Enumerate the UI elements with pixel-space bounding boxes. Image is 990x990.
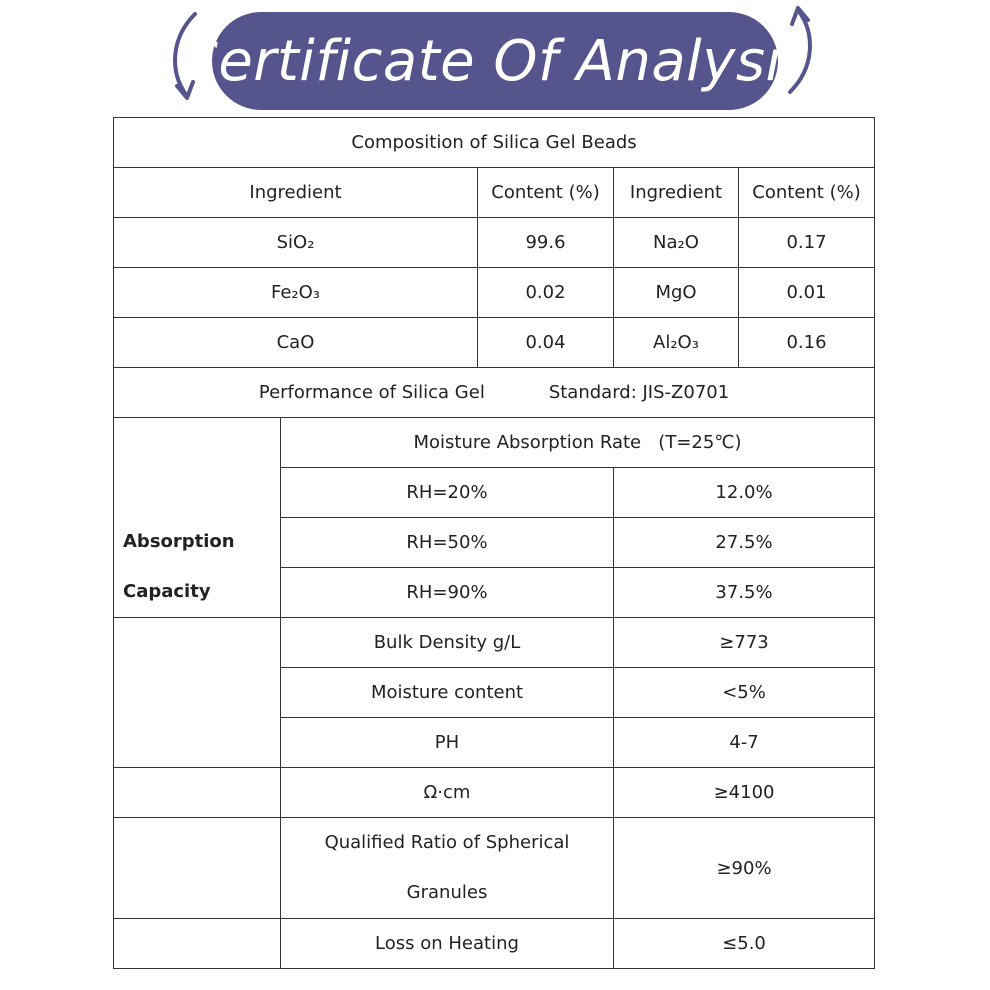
content-cell: 0.17 [739, 218, 875, 268]
property-value-cell: ≥773 [614, 618, 875, 668]
page-title: Certificate Of Analysis [178, 28, 812, 94]
ingredient-cell: MgO [614, 268, 739, 318]
rh-cell: RH=90% [281, 568, 614, 618]
performance-title-row [114, 368, 875, 418]
moisture-temperature: (T=25℃) [658, 432, 742, 453]
composition-title: Composition of Silica Gel Beads [114, 118, 875, 168]
performance-standard: Standard: JIS-Z0701 [548, 382, 730, 403]
blank-label-cell [114, 818, 281, 919]
moisture-title-cell [281, 418, 875, 468]
blank-label-cell [114, 768, 281, 818]
performance-title: Performance of Silica Gel [258, 382, 485, 403]
property-name-cell: Bulk Density g/L [281, 618, 614, 668]
property-name-cell: Loss on Heating [281, 919, 614, 969]
property-value-cell: ≤5.0 [614, 919, 875, 969]
title-banner [178, 12, 812, 110]
spherical-name-cell [281, 818, 614, 919]
column-header: Content (%) [478, 168, 614, 218]
rate-value-cell: 27.5% [614, 518, 875, 568]
content-cell: 0.01 [739, 268, 875, 318]
curved-arrow-down-icon [165, 8, 205, 104]
content-cell: 0.16 [739, 318, 875, 368]
column-header: Ingredient [114, 168, 478, 218]
ingredient-cell: Al₂O₃ [614, 318, 739, 368]
table-row [114, 618, 875, 668]
composition-title-row [114, 118, 875, 168]
rh-cell: RH=20% [281, 468, 614, 518]
rate-value-cell: 37.5% [614, 568, 875, 618]
table-row [114, 919, 875, 969]
table-row [114, 818, 875, 919]
moisture-title-row [114, 418, 875, 468]
ingredient-cell: CaO [114, 318, 478, 368]
table-row [114, 318, 875, 368]
curved-arrow-up-icon [780, 2, 820, 98]
table-row [114, 268, 875, 318]
property-value-cell: 4-7 [614, 718, 875, 768]
rate-value-cell: 12.0% [614, 468, 875, 518]
content-cell: 0.02 [478, 268, 614, 318]
content-cell: 99.6 [478, 218, 614, 268]
performance-title-cell [114, 368, 875, 418]
ingredient-cell: SiO₂ [114, 218, 478, 268]
table-row [114, 768, 875, 818]
rh-cell: RH=50% [281, 518, 614, 568]
absorption-capacity-label [114, 418, 281, 618]
blank-label-cell [114, 618, 281, 768]
spherical-value-cell: ≥90% [614, 818, 875, 919]
property-value-cell: <5% [614, 668, 875, 718]
spherical-line-1: Qualified Ratio of Spherical [324, 832, 570, 853]
moisture-title: Moisture Absorption Rate [413, 432, 642, 453]
table-row [114, 218, 875, 268]
composition-header-row [114, 168, 875, 218]
column-header: Content (%) [739, 168, 875, 218]
property-name-cell: Moisture content [281, 668, 614, 718]
property-name-cell: PH [281, 718, 614, 768]
absorption-label-line-2: Capacity [123, 581, 211, 602]
property-value-cell: ≥4100 [614, 768, 875, 818]
analysis-table [113, 117, 875, 969]
spherical-line-2: Granules [406, 882, 488, 903]
ingredient-cell: Fe₂O₃ [114, 268, 478, 318]
property-name-cell: Ω·cm [281, 768, 614, 818]
content-cell: 0.04 [478, 318, 614, 368]
blank-label-cell [114, 919, 281, 969]
absorption-label-line-1: Absorption [123, 531, 235, 552]
ingredient-cell: Na₂O [614, 218, 739, 268]
column-header: Ingredient [614, 168, 739, 218]
